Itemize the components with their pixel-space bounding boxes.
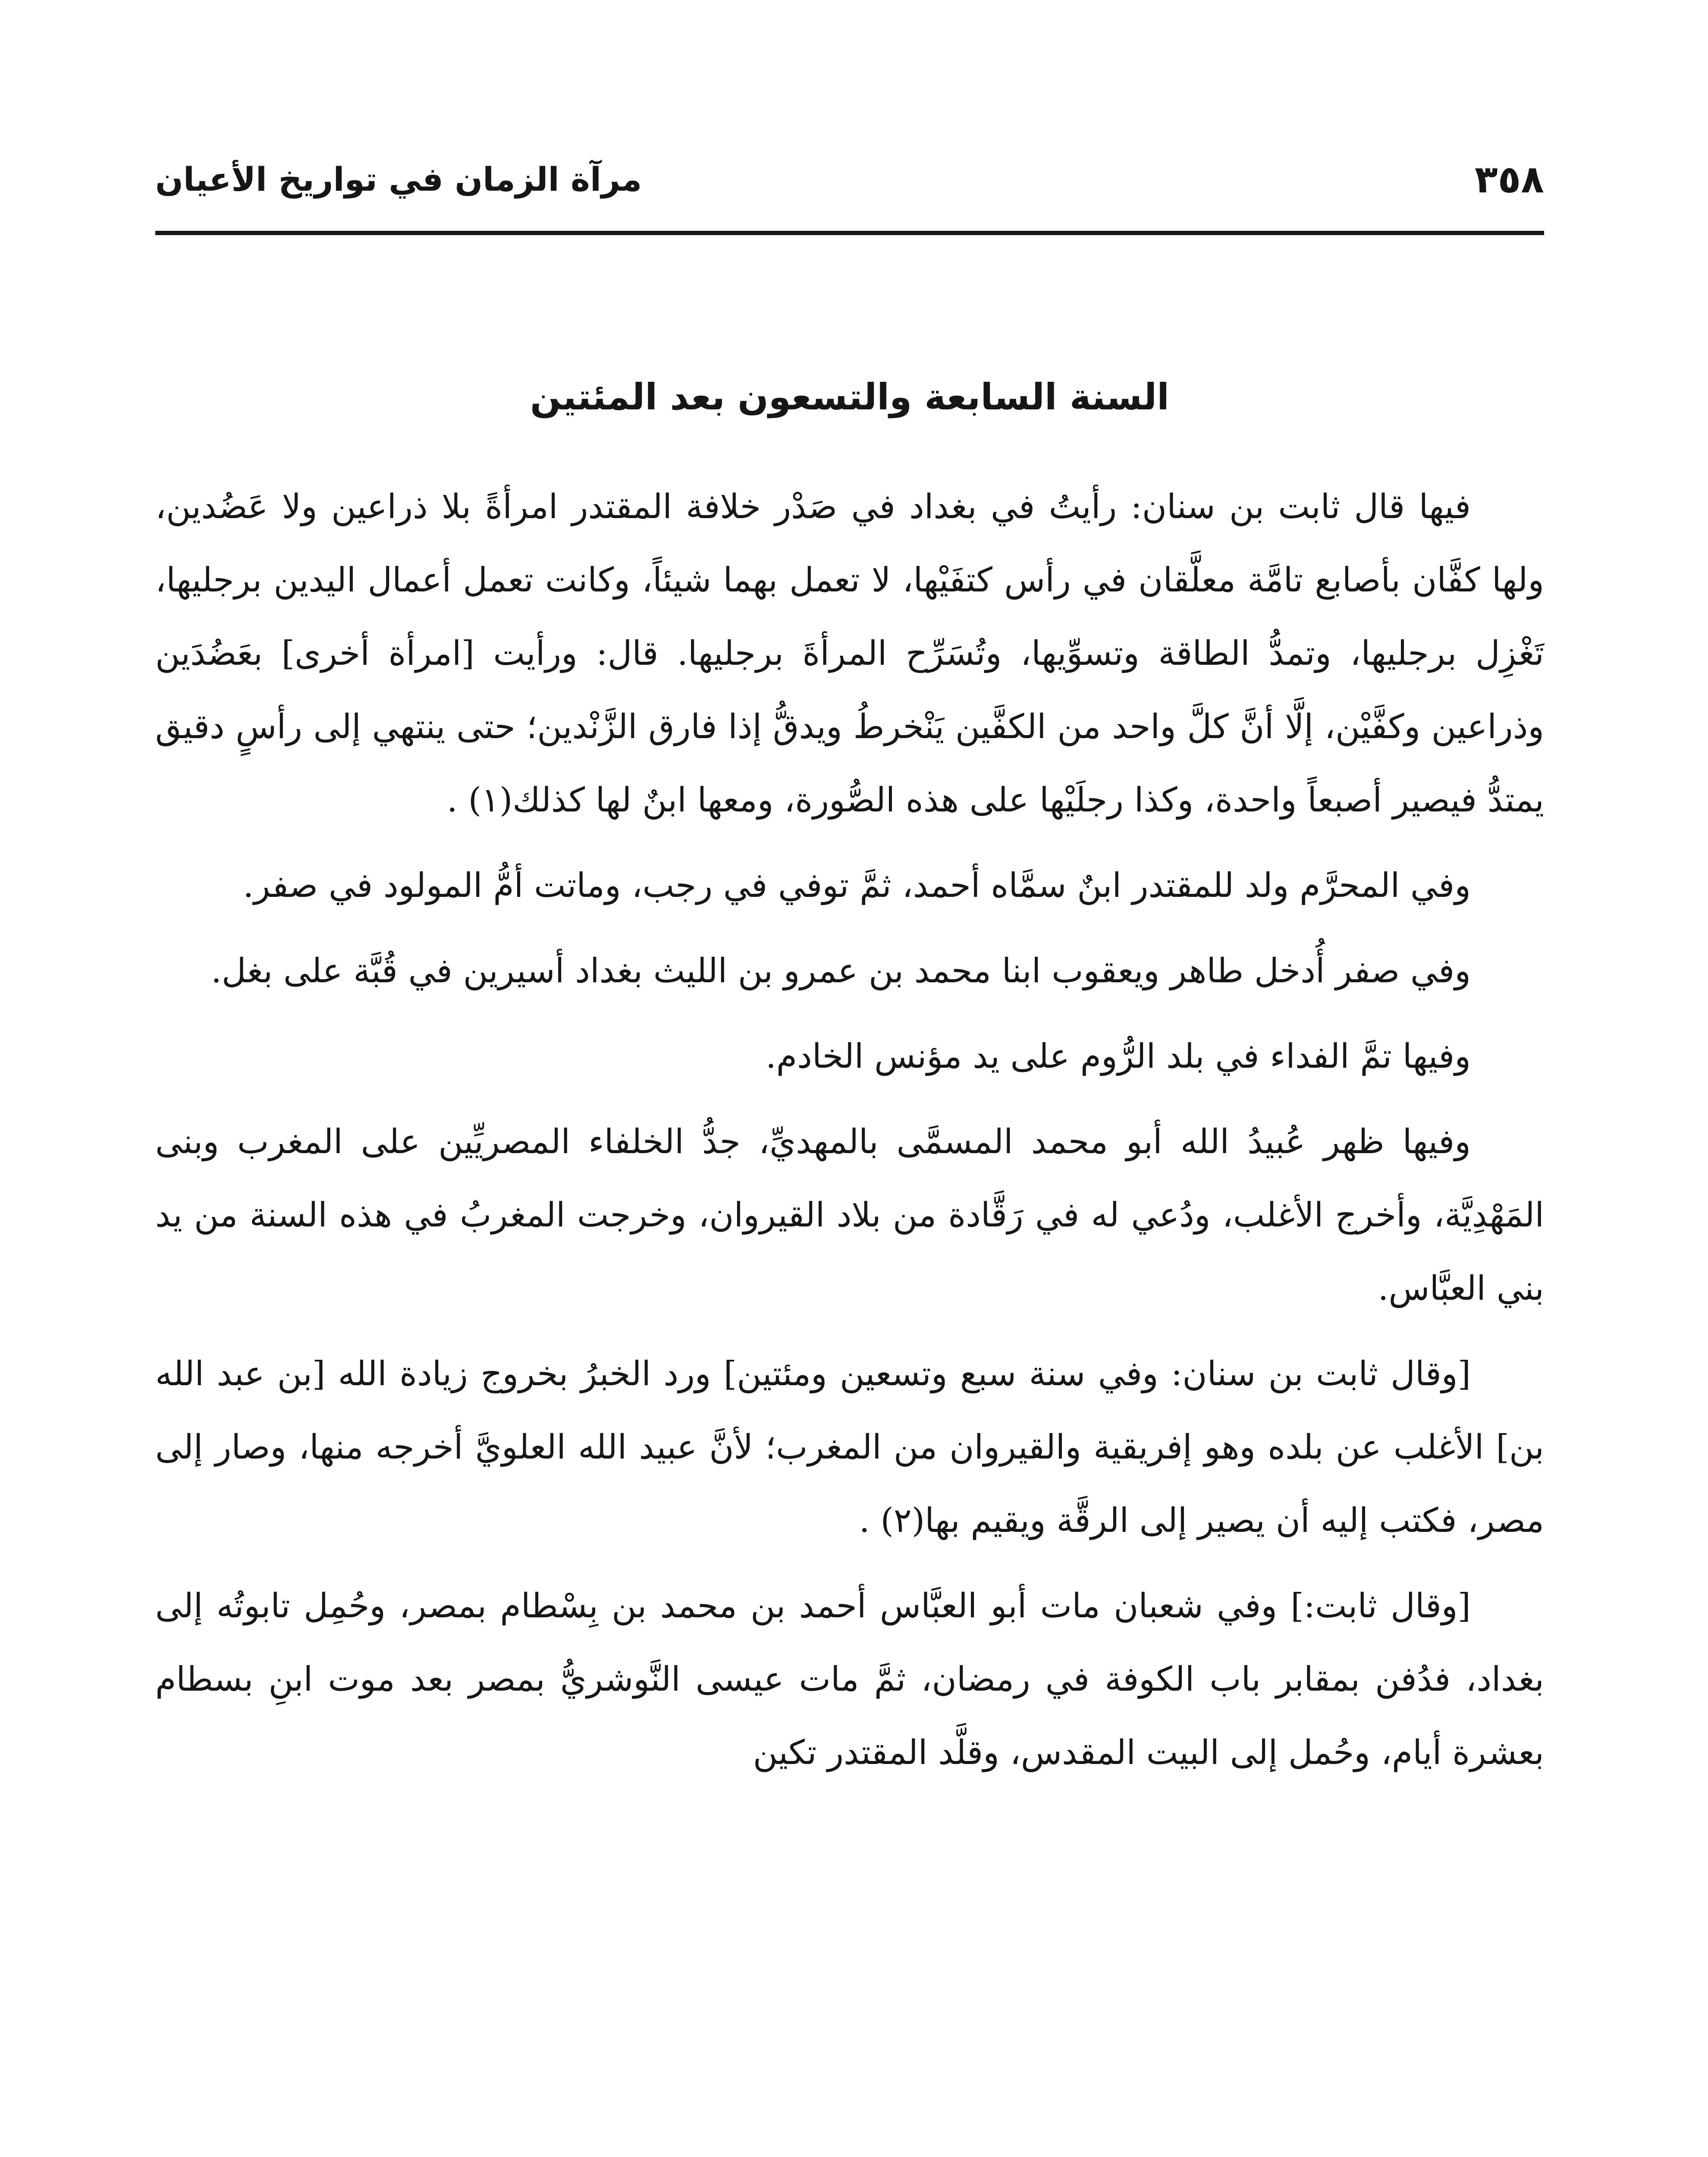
- paragraph: وفيها ظهر عُبيدُ الله أبو محمد المسمَّى بالمهديِّ، جدُّ الخلفاء المصريِّين على المغرب وبنى المَهْدِيَّة، وأخرج الأغلب، ودُعي له في رَقَّادة من بلاد القيروان، وخرجت المغربُ في هذه السنة من يد بني العبَّاس.: [155, 1123, 1544, 1308]
- running-header: [155, 129, 1544, 229]
- book-title: مرآة الزمان في تواريخ الأعيان: [155, 160, 642, 198]
- paragraph: وفي صفر أُدخل طاهر ويعقوب ابنا محمد بن عمرو بن الليث بغداد أسيرين في قُبَّة على بغل.: [211, 952, 1471, 990]
- paragraph: وفي المحرَّم ولد للمقتدر ابنٌ سمَّاه أحمد، ثمَّ توفي في رجب، وماتت أمُّ المولود في صفر.: [243, 866, 1471, 905]
- paragraph: [وقال ثابت بن سنان: وفي سنة سبع وتسعين ومئتين] ورد الخبرُ بخروج زيادة الله [بن عبد الله بن] الأغلب عن بلده وهو إفريقية والقيروان من المغرب؛ لأنَّ عبيد الله العلويَّ أخرجه منها، وصار إلى مصر، فكتب إليه أن يصير إلى الرقَّة ويقيم بها(٢) .: [155, 1355, 1544, 1540]
- page-number: ٣٥٨: [1474, 157, 1544, 201]
- body-text: [155, 470, 1544, 1802]
- section-title: السنة السابعة والتسعون بعد المئتين: [530, 376, 1169, 418]
- paragraph: [وقال ثابت:] وفي شعبان مات أبو العبَّاس أحمد بن محمد بن بِسْطام بمصر، وحُمِل تابوتُه إلى بغداد، فدُفن بمقابر باب الكوفة في رمضان، ثمَّ مات عيسى النَّوشريُّ بمصر بعد موت ابنِ بسطام بعشرة أيام، وحُمل إلى البيت المقدس، وقلَّد المقتدر تكين: [155, 1587, 1544, 1772]
- header-divider: [155, 231, 1544, 235]
- paragraph: فيها قال ثابت بن سنان: رأيتُ في بغداد في صَدْر خلافة المقتدر امرأةً بلا ذراعين ولا عَضُدين، ولها كفَّان بأصابع تامَّة معلَّقان في رأس كتفَيْها، لا تعمل بهما شيئاً، وكانت تعمل أعمال اليدين برجليها، تَغْزِل برجليها، وتمدُّ الطاقة وتسوِّيها، وتُسَرِّح المرأةَ برجليها. قال: ورأيت [امرأة أخرى] بعَضُدَين وذراعين وكفَّيْن، إلَّا أنَّ كلَّ واحد من الكفَّين يَنْخرطُ ويدقُّ إذا فارق الزَّنْدين؛ حتى ينتهي إلى رأسٍ دقيق يمتدُّ فيصير أصبعاً واحدة، وكذا رجلَيْها على هذه الصُّورة، ومعها ابنٌ لها كذلك(١) .: [155, 487, 1544, 820]
- paragraph: وفيها تمَّ الفداء في بلد الرُّوم على يد مؤنس الخادم.: [766, 1037, 1471, 1076]
